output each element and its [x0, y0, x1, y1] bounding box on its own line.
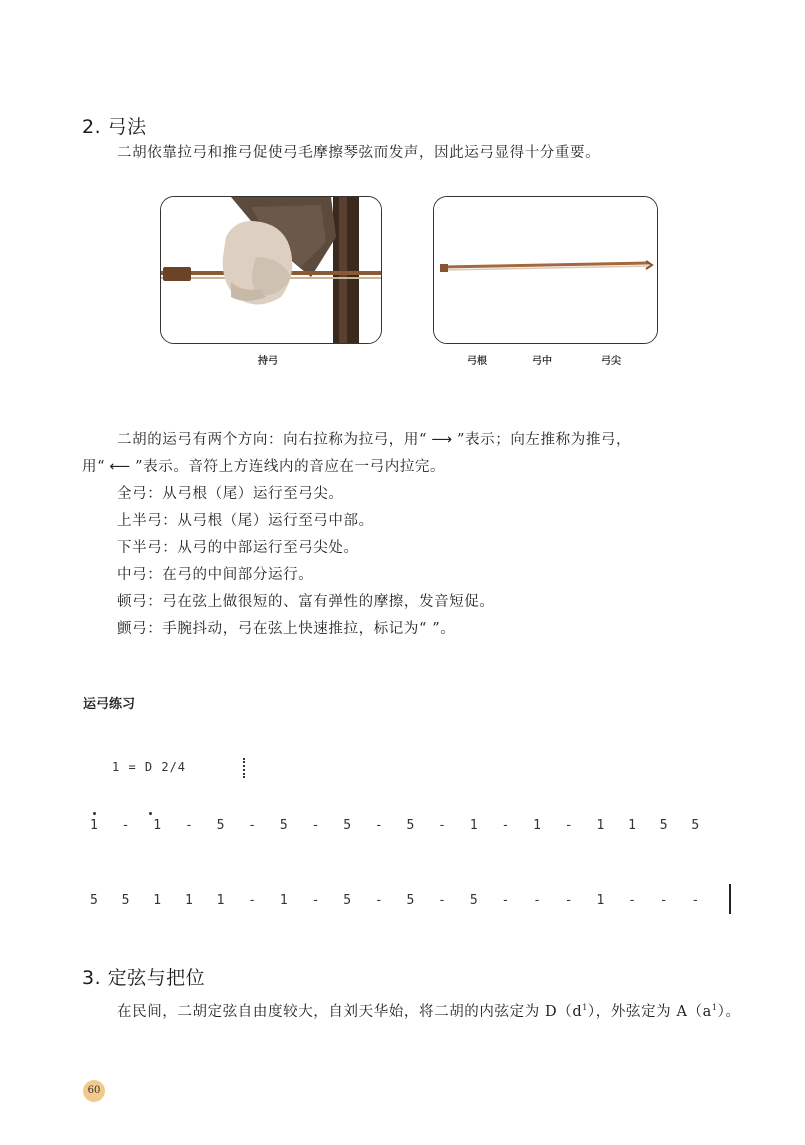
superscript: 1 [711, 1003, 718, 1012]
exercise-row-1: 1 - 1 - 5 - 5 - 5 - 5 - 1 - 1 - 1 1 5 5 [90, 818, 701, 833]
bow-direction-text-d: ”表示。音符上方连线内的音应在一弓内拉完。 [135, 459, 446, 475]
tuning-text [117, 995, 741, 1025]
repeat-sign [243, 758, 248, 778]
bow-direction-line1 [117, 427, 631, 453]
bow-hold-photo [160, 196, 382, 344]
bow-photo [433, 196, 658, 344]
list-item: 全弓：从弓根（尾）运行至弓尖。 [117, 486, 344, 502]
end-barline [729, 884, 731, 914]
bow-direction-text-a: 二胡的运弓有两个方向：向右拉称为拉弓，用“ [117, 432, 428, 448]
list-item: 颤弓：手腕抖动，弓在弦上快速推拉，标记为“ ”。 [117, 621, 456, 637]
pull-arrow-icon: ⟶ [431, 432, 453, 448]
tuning-text-c: ）。 [717, 1003, 741, 1020]
bow-direction-line2 [82, 454, 445, 480]
tuning-text-b: ），外弦定为 A（a [587, 1003, 712, 1020]
caption-bow-hold: 持弓 [258, 356, 278, 367]
bowing-intro: 二胡依靠拉弓和推弓促使弓毛摩擦琴弦而发声，因此运弓显得十分重要。 [117, 145, 601, 161]
bow-hold-illustration [161, 197, 381, 343]
page-number: 60 [83, 1080, 105, 1102]
octave-dot [93, 812, 96, 815]
list-item: 上半弓：从弓根（尾）运行至弓中部。 [117, 513, 374, 529]
list-item: 顿弓：弓在弦上做很短的、富有弹性的摩擦，发音短促。 [117, 594, 495, 610]
bow-illustration [434, 197, 657, 343]
caption-bow-tip: 弓尖 [601, 356, 621, 367]
exercise-title: 运弓练习 [83, 697, 136, 712]
caption-bow-middle: 弓中 [532, 356, 552, 367]
list-item: 下半弓：从弓的中部运行至弓尖处。 [117, 540, 359, 556]
list-item: 中弓：在弓的中间部分运行。 [117, 567, 314, 583]
octave-dot [149, 812, 152, 815]
superscript: 1 [582, 1003, 588, 1012]
tuning-text-a: 在民间，二胡定弦自由度较大，自刘天华始，将二胡的内弦定为 D（d [117, 1003, 583, 1020]
bow-direction-text-c: 用“ [82, 459, 106, 475]
caption-bow-root: 弓根 [467, 356, 487, 367]
push-arrow-icon: ⟵ [109, 459, 131, 475]
section-heading-tuning: 3. 定弦与把位 [82, 967, 206, 989]
section-heading-bowing: 2. 弓法 [82, 116, 147, 138]
exercise-row-2: 5 5 1 1 1 - 1 - 5 - 5 - 5 - - - 1 - - - [90, 893, 701, 908]
bow-direction-text-b: ”表示；向左推称为推弓， [457, 432, 632, 448]
exercise-key-signature: 1 = D 2/4 [112, 760, 187, 774]
